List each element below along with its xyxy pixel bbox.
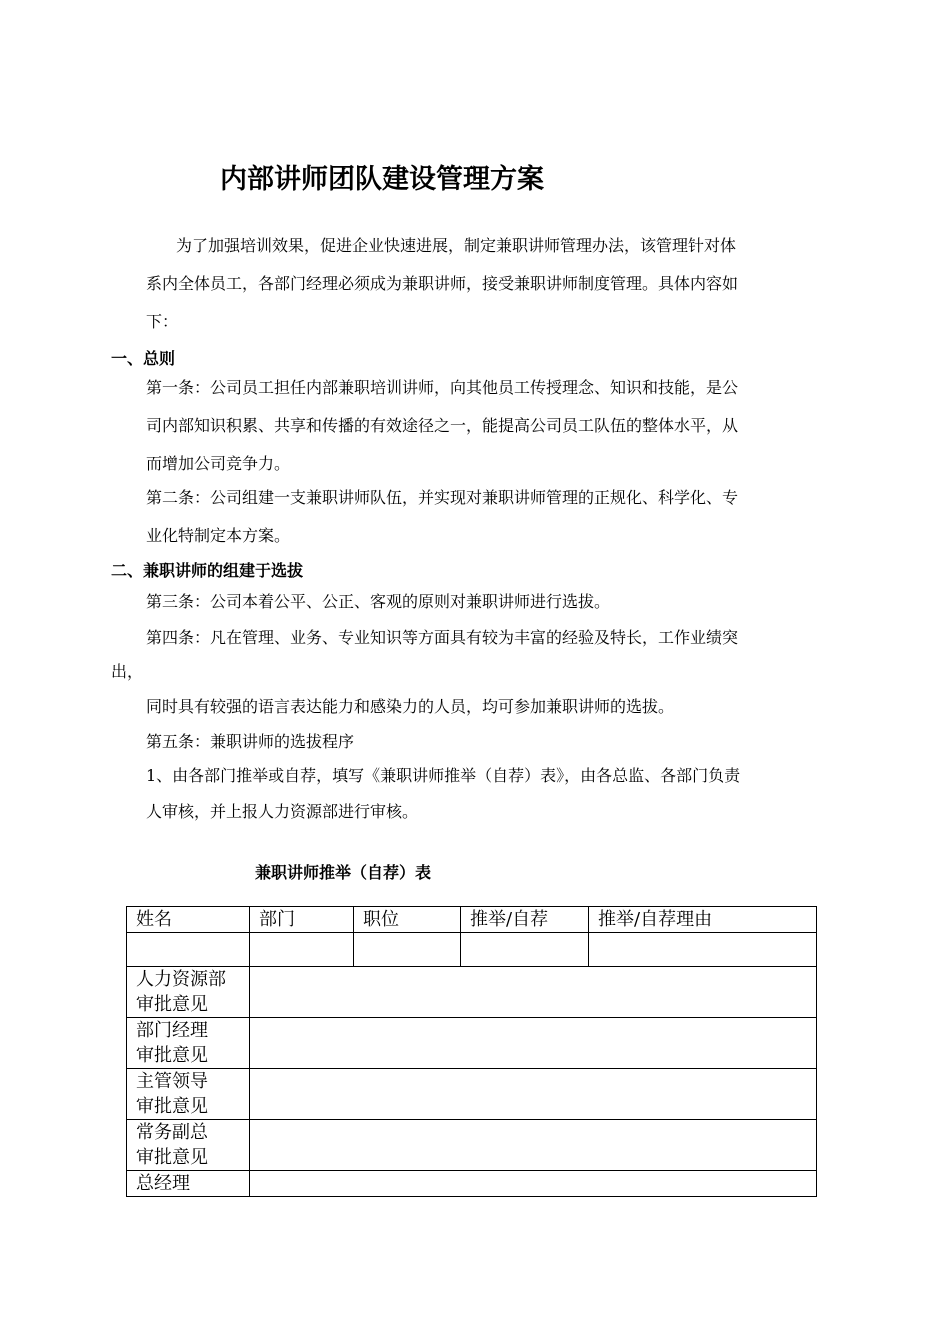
article3: 第三条：公司本着公平、公正、客观的原则对兼职讲师进行选拔。 bbox=[146, 592, 611, 611]
department-cell[interactable] bbox=[250, 933, 354, 967]
gm-opinion-cell[interactable] bbox=[250, 1171, 817, 1197]
section2-heading: 二、兼职讲师的组建于选拔 bbox=[111, 561, 304, 580]
approval-opinion-cell[interactable] bbox=[250, 1120, 817, 1171]
article1-line-1: 第一条：公司员工担任内部兼职培训讲师，向其他员工传授理念、知识和技能，是公 bbox=[146, 378, 739, 397]
approval-label: 主管领导 审批意见 bbox=[127, 1069, 250, 1120]
article4-line-3: 同时具有较强的语言表达能力和感染力的人员，均可参加兼职讲师的选拔。 bbox=[146, 697, 675, 716]
approval-label: 部门经理 审批意见 bbox=[127, 1018, 250, 1069]
article1-line-3: 而增加公司竞争力。 bbox=[146, 454, 291, 473]
approval-opinion-cell[interactable] bbox=[250, 1069, 817, 1120]
approval-row-supervisor bbox=[127, 1069, 817, 1120]
approval-row-gm bbox=[127, 1171, 817, 1197]
article4-line-2: 出， bbox=[111, 662, 144, 681]
approval-label: 常务副总 审批意见 bbox=[127, 1120, 250, 1171]
header-name: 姓名 bbox=[127, 907, 250, 933]
approval-row-dept-manager bbox=[127, 1018, 817, 1069]
recommendation-form bbox=[126, 906, 816, 1197]
section1-heading: 一、总则 bbox=[111, 349, 176, 368]
article1-line-2: 司内部知识积累、共享和传播的有效途径之一，能提高公司员工队伍的整体水平，从 bbox=[146, 416, 739, 435]
recommend-type-cell[interactable] bbox=[461, 933, 589, 967]
form-caption: 兼职讲师推举（自荐）表 bbox=[255, 863, 432, 882]
header-position: 职位 bbox=[354, 907, 461, 933]
article5: 第五条：兼职讲师的选拔程序 bbox=[146, 732, 355, 751]
intro-line-2: 系内全体员工，各部门经理必须成为兼职讲师，接受兼职讲师制度管理。具体内容如 bbox=[146, 274, 739, 293]
header-recommend-type: 推举/自荐 bbox=[461, 907, 589, 933]
article4-line-1: 第四条：凡在管理、业务、专业知识等方面具有较为丰富的经验及特长，工作业绩突 bbox=[146, 628, 739, 647]
header-department: 部门 bbox=[250, 907, 354, 933]
document-title: 内部讲师团队建设管理方案 bbox=[220, 164, 544, 195]
intro-line-1: 为了加强培训效果，促进企业快速进展，制定兼职讲师管理办法，该管理针对体 bbox=[176, 236, 737, 255]
approval-opinion-cell[interactable] bbox=[250, 1018, 817, 1069]
reason-cell[interactable] bbox=[589, 933, 817, 967]
approval-label: 人力资源部 审批意见 bbox=[127, 967, 250, 1018]
step1-line-2: 人审核，并上报人力资源部进行审核。 bbox=[146, 802, 419, 821]
intro-line-3: 下： bbox=[146, 312, 179, 331]
step1-line-1: 1、由各部门推举或自荐，填写《兼职讲师推举（自荐）表》，由各总监、各部门负责 bbox=[146, 766, 741, 785]
name-cell[interactable] bbox=[127, 933, 250, 967]
form-header-row bbox=[127, 907, 817, 933]
header-reason: 推举/自荐理由 bbox=[589, 907, 817, 933]
gm-label: 总经理 bbox=[127, 1171, 250, 1197]
article2-line-2: 业化特制定本方案。 bbox=[146, 526, 291, 545]
approval-row-hr bbox=[127, 967, 817, 1018]
approval-row-vp bbox=[127, 1120, 817, 1171]
form-entry-row bbox=[127, 933, 817, 967]
approval-opinion-cell[interactable] bbox=[250, 967, 817, 1018]
article2-line-1: 第二条：公司组建一支兼职讲师队伍，并实现对兼职讲师管理的正规化、科学化、专 bbox=[146, 488, 739, 507]
position-cell[interactable] bbox=[354, 933, 461, 967]
